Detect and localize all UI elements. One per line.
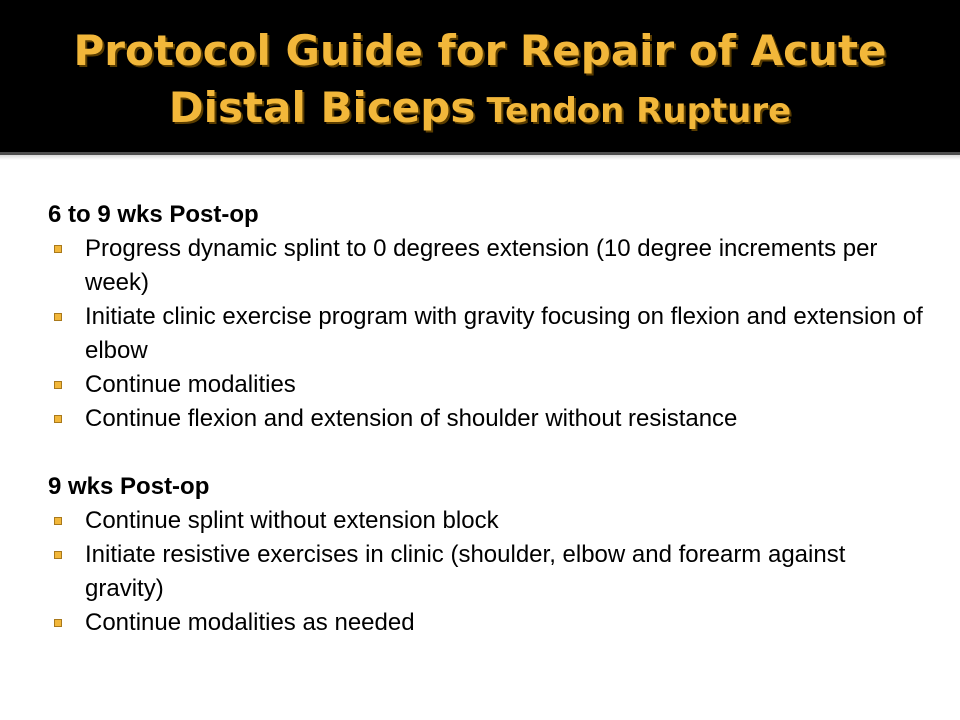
title-band <box>0 0 960 152</box>
title-line-2-part-a: Distal Biceps <box>168 83 476 132</box>
square-bullet-icon <box>54 245 62 253</box>
list-item <box>48 504 928 538</box>
list-item <box>48 368 928 402</box>
bullet-text: Continue modalities as needed <box>85 609 415 636</box>
bullet-text: Initiate resistive exercises in clinic (shoulder, elbow and forearm against gravity) <box>85 541 846 602</box>
title-line-1: Protocol Guide for Repair of Acute <box>73 26 887 75</box>
slide-title <box>0 24 960 138</box>
bullet-list <box>48 504 928 640</box>
list-item <box>48 538 928 606</box>
square-bullet-icon <box>54 517 62 525</box>
bullet-text: Progress dynamic splint to 0 degrees extension (10 degree increments per week) <box>85 235 878 296</box>
section-9-weeks <box>48 470 928 640</box>
square-bullet-icon <box>54 415 62 423</box>
list-item <box>48 402 928 436</box>
bullet-text: Initiate clinic exercise program with gravity focusing on flexion and extension of elbow <box>85 303 923 364</box>
section-heading: 9 wks Post-op <box>48 473 210 500</box>
square-bullet-icon <box>54 619 62 627</box>
bullet-text: Continue modalities <box>85 371 296 398</box>
bullet-text: Continue splint without extension block <box>85 507 499 534</box>
list-item <box>48 606 928 640</box>
title-line-2-part-b: Tendon Rupture <box>486 91 792 131</box>
square-bullet-icon <box>54 381 62 389</box>
list-item <box>48 300 928 368</box>
slide-body <box>48 198 928 640</box>
bullet-list <box>48 232 928 436</box>
section-heading: 6 to 9 wks Post-op <box>48 201 259 228</box>
list-item <box>48 232 928 300</box>
title-divider-shadow <box>0 155 960 160</box>
section-6-to-9-weeks <box>48 198 928 436</box>
square-bullet-icon <box>54 551 62 559</box>
bullet-text: Continue flexion and extension of shoulder without resistance <box>85 405 738 432</box>
square-bullet-icon <box>54 313 62 321</box>
